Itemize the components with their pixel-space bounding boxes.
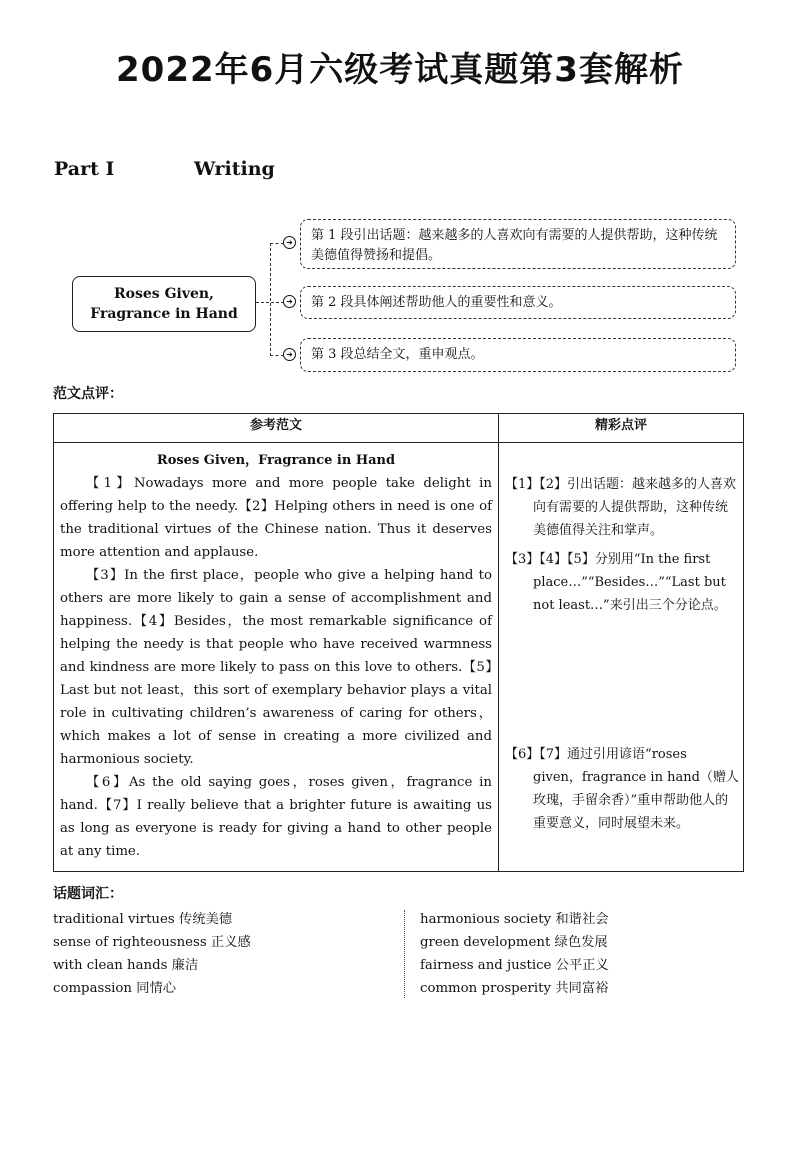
vocab-list-right	[420, 908, 609, 1000]
vocab-item: green development 绿色发展	[420, 935, 608, 950]
outline-root-box	[72, 276, 256, 332]
part-heading	[54, 158, 275, 180]
vocab-list-left	[53, 908, 251, 1000]
essay-cell	[54, 443, 499, 872]
comment-cell	[499, 443, 744, 872]
vocab-label: 话题词汇：	[53, 886, 123, 902]
col-header-comment: 精彩点评	[499, 414, 744, 443]
page-title: 2022年6月六级考试真题第3套解析	[116, 50, 684, 90]
vocab-item: fairness and justice 公平正义	[420, 958, 609, 973]
essay-paragraph-3: 【6】As the old saying goes，roses given，fragrance in hand.【7】I really believe that a brighter future is awaiting us as long as everyone is ready for giving a hand to other people at any time.	[60, 775, 492, 859]
connector-branch-3	[270, 355, 284, 356]
vocab-item: compassion 同情心	[53, 981, 177, 996]
arrow-bullet-icon: ➜	[283, 295, 296, 308]
col-header-essay: 参考范文	[54, 414, 499, 443]
vocab-item: sense of righteousness 正义感	[53, 935, 251, 950]
comment-1: 【1】【2】引出话题：越来越多的人喜欢向有需要的人提供帮助，这种传统美德值得关注和掌声。	[505, 477, 737, 538]
review-label: 范文点评：	[53, 386, 123, 402]
vocab-item: with clean hands 廉洁	[53, 958, 199, 973]
arrow-bullet-icon: ➜	[283, 348, 296, 361]
part-label: Part Ⅰ	[54, 158, 115, 180]
essay-paragraph-1: 【1】Nowadays more and more people take delight in offering help to the needy.【2】Helping others in need is one of the traditional virtues of the Chinese nation. Thus it deserves more attention and applause.	[60, 476, 492, 560]
arrow-bullet-icon: ➜	[283, 236, 296, 249]
essay-paragraph-2: 【3】In the first place，people who give a helping hand to others are more likely to gain a sense of accomplishment and happiness.【4】Besides，the most remarkable significance of helping the needy is that people who have received warmness and kindness are more likely to pass on this love to others.【5】Last but not least，this sort of exemplary behavior plays a vital role in cultivating children’s awareness of caring for others，which makes a lot of sense in creating a more civilized and harmonious society.	[60, 568, 492, 767]
essay-title: Roses Given，Fragrance in Hand	[156, 453, 396, 468]
essay-table	[53, 413, 744, 872]
comment-3: 【6】【7】通过引用谚语“roses given，fragrance in hand（赠人玫瑰，手留余香）”重申帮助他人的重要意义，同时展望未来。	[505, 747, 739, 831]
section-title: Writing	[194, 158, 275, 180]
outline-root-line1: Roses Given,	[114, 286, 214, 302]
outline-node-3: 第 3 段总结全文，重申观点。	[300, 338, 736, 372]
outline-node-2: 第 2 段具体阐述帮助他人的重要性和意义。	[300, 286, 736, 319]
vocab-divider	[404, 910, 405, 998]
vocab-item: harmonious society 和谐社会	[420, 912, 609, 927]
connector-trunk	[270, 243, 271, 356]
outline-root-line2: Fragrance in Hand	[90, 306, 238, 322]
vocab-item: common prosperity 共同富裕	[420, 981, 609, 996]
comment-2: 【3】【4】【5】分别用“In the first place…”“Besides…”“Last but not least…”来引出三个分论点。	[505, 552, 727, 613]
outline-node-1: 第 1 段引出话题：越来越多的人喜欢向有需要的人提供帮助，这种传统美德值得赞扬和提倡。	[300, 219, 736, 269]
connector-branch-1	[270, 243, 284, 244]
vocab-item: traditional virtues 传统美德	[53, 912, 233, 927]
